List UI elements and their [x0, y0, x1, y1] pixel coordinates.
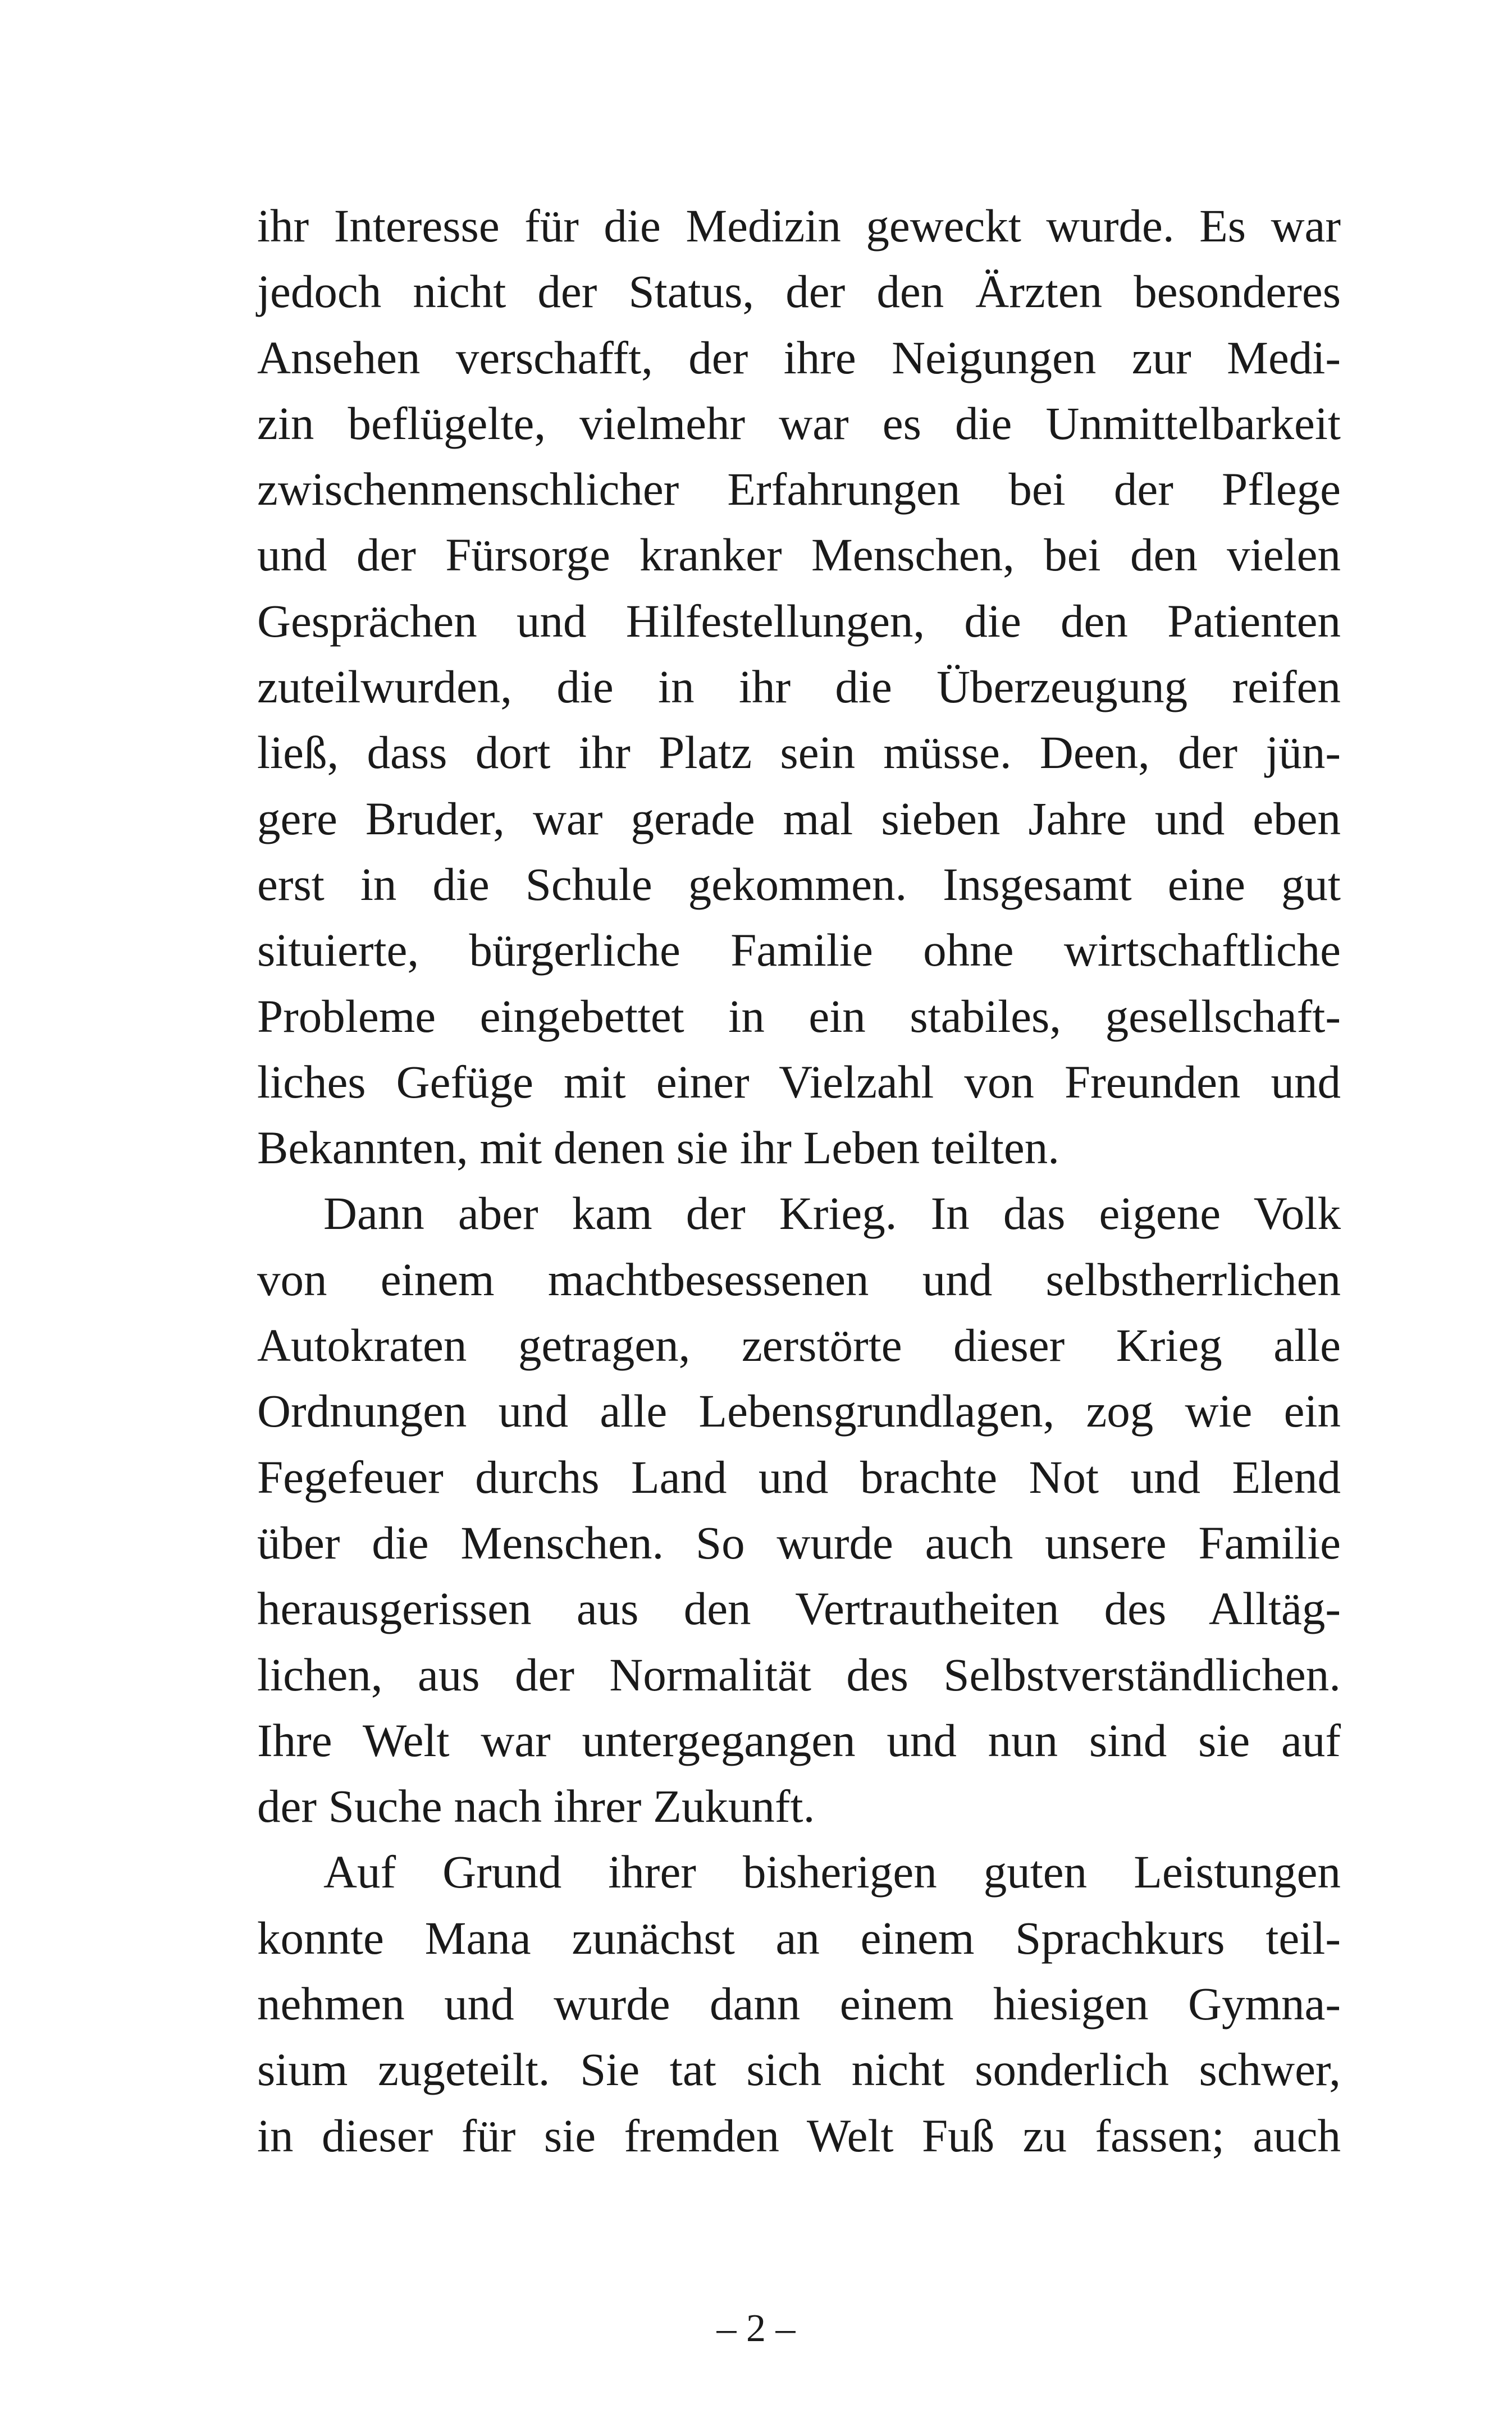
text-line: der Suche nach ihrer Zukunft.	[257, 1780, 815, 1832]
text-line: Bekannten, mit denen sie ihr Leben teilten.	[257, 1122, 1059, 1174]
text-line: Dann aber kam der Krieg. In das eigene Volk	[323, 1187, 1341, 1240]
text-line: lichen, aus der Normalität des Selbstverständlichen.	[257, 1648, 1341, 1701]
text-line: ließ, dass dort ihr Platz sein müsse. Deen, der jün-	[257, 726, 1341, 779]
text-line: zin beflügelte, vielmehr war es die Unmittelbarkeit	[257, 397, 1341, 449]
text-line: jedoch nicht der Status, der den Ärzten besonderes	[257, 266, 1341, 318]
text-line: Probleme eingebettet in ein stabiles, gesellschaft-	[257, 990, 1341, 1042]
text-line: nehmen und wurde dann einem hiesigen Gymna-	[257, 1978, 1341, 2030]
text-line: zwischenmenschlicher Erfahrungen bei der Pflege	[257, 463, 1341, 515]
text-line: erst in die Schule gekommen. Insgesamt eine gut	[257, 858, 1341, 910]
text-line: Ansehen verschafft, der ihre Neigungen zur Medi-	[257, 331, 1341, 383]
paragraph-1	[257, 193, 1341, 1181]
text-line: über die Menschen. So wurde auch unsere Familie	[257, 1516, 1341, 1569]
paragraph-3	[257, 1839, 1341, 2168]
text-line: Autokraten getragen, zerstörte dieser Krieg alle	[257, 1319, 1341, 1372]
body-text	[257, 193, 1341, 2169]
text-line: ihr Interesse für die Medizin geweckt wurde. Es war	[257, 200, 1341, 252]
text-line: situierte, bürgerliche Familie ohne wirtschaftliche	[257, 924, 1341, 976]
text-line: liches Gefüge mit einer Vielzahl von Freunden und	[257, 1055, 1341, 1108]
text-line: von einem machtbesessenen und selbstherrlichen	[257, 1253, 1341, 1305]
text-line: Fegefeuer durchs Land und brachte Not und Elend	[257, 1451, 1341, 1503]
text-line: sium zugeteilt. Sie tat sich nicht sonderlich schwer,	[257, 2044, 1341, 2096]
text-line: Gesprächen und Hilfestellungen, die den Patienten	[257, 595, 1341, 647]
text-line: Ordnungen und alle Lebensgrundlagen, zog wie ein	[257, 1385, 1341, 1437]
text-line: gere Bruder, war gerade mal sieben Jahre und eben	[257, 792, 1341, 844]
text-line: herausgerissen aus den Vertrautheiten des Alltäg-	[257, 1583, 1341, 1635]
text-line: konnte Mana zunächst an einem Sprachkurs teil-	[257, 1912, 1341, 1964]
text-line: zuteilwurden, die in ihr die Überzeugung reifen	[257, 661, 1341, 713]
text-line: Ihre Welt war untergegangen und nun sind sie auf	[257, 1714, 1341, 1766]
page-number: – 2 –	[716, 2307, 796, 2350]
text-line: und der Fürsorge kranker Menschen, bei den vielen	[257, 529, 1341, 581]
text-line: Auf Grund ihrer bisherigen guten Leistungen	[323, 1846, 1341, 1898]
text-line: in dieser für sie fremden Welt Fuß zu fassen; auch	[257, 2109, 1341, 2161]
paragraph-2	[257, 1181, 1341, 1839]
